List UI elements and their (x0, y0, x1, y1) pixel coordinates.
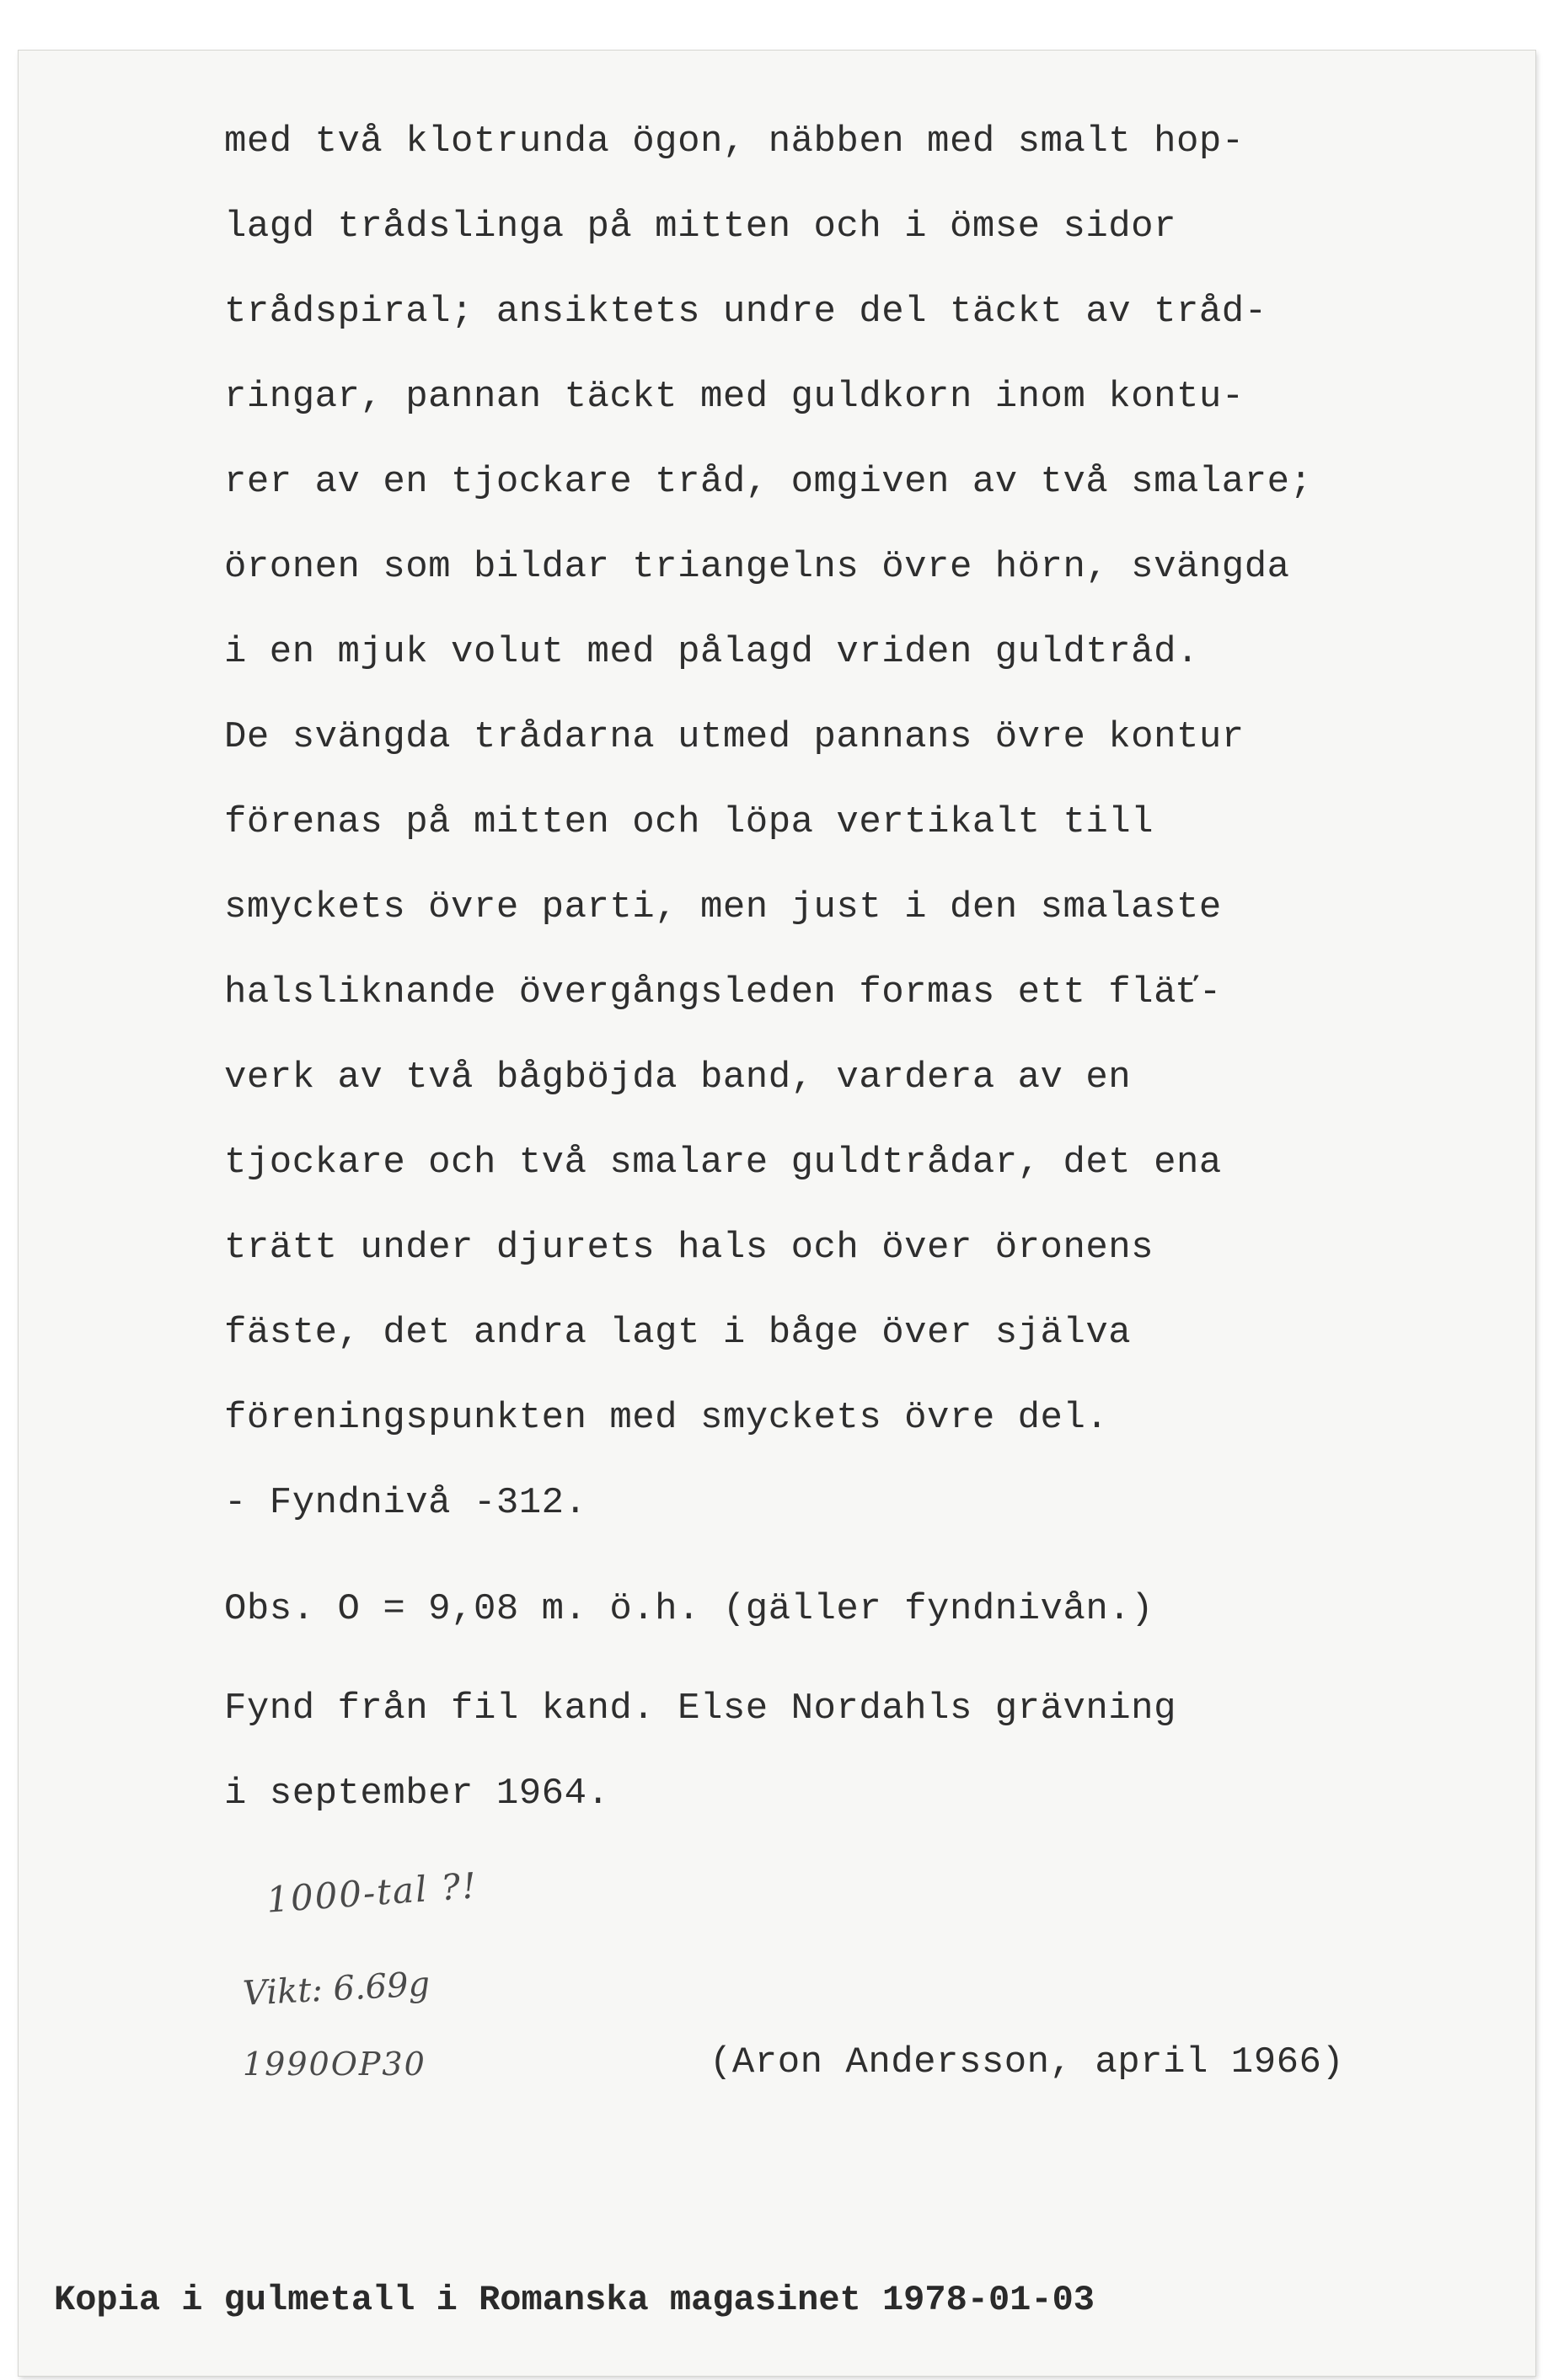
body-line: förenas på mitten och löpa vertikalt till (224, 801, 1154, 843)
handwritten-weight: Vikt: 6.69g (241, 1965, 431, 2014)
author-signature: (Aron Andersson, april 1966) (710, 2041, 1345, 2083)
find-line: Fynd från fil kand. Else Nordahls grävning (224, 1687, 1176, 1730)
find-note (224, 1666, 1176, 1837)
body-line: fäste, det andra lagt i båge över själva (224, 1312, 1132, 1354)
obs-line: Obs. O = 9,08 m. ö.h. (gäller fyndnivån.) (224, 1588, 1154, 1630)
handwritten-note: 1000-tal ?! (265, 1864, 479, 1921)
body-line: smyckets övre parti, men just i den smalaste (224, 886, 1222, 928)
body-text (224, 99, 1539, 1546)
handwritten-catalog-id: 1990OP30 (243, 2046, 426, 2083)
body-line: trådspiral; ansiktets undre del täckt av tråd- (224, 291, 1267, 333)
obs-note (224, 1567, 1154, 1652)
body-line: trätt under djurets hals och över öronens (224, 1227, 1154, 1269)
body-line: med två klotrunda ögon, näbben med smalt hop- (224, 120, 1245, 163)
footer-stamp: Kopia i gulmetall i Romanska magasinet 1978-01-03 (54, 2280, 1095, 2320)
body-line: lagd trådslinga på mitten och i ömse sidor (224, 206, 1176, 248)
body-line: föreningspunkten med smyckets övre del. (224, 1397, 1109, 1439)
body-line: - Fyndnivå -312. (224, 1482, 587, 1524)
body-line: halsliknande övergångsleden formas ett fläť- (224, 971, 1222, 1014)
body-line: verk av två bågböjda band, vardera av en (224, 1056, 1132, 1099)
body-line: i en mjuk volut med pålagd vriden guldtråd. (224, 631, 1199, 673)
body-line: De svängda trådarna utmed pannans övre kontur (224, 716, 1245, 758)
body-line: tjockare och två smalare guldtrådar, det ena (224, 1142, 1222, 1184)
body-line: ringar, pannan täckt med guldkorn inom kontu- (224, 376, 1245, 418)
body-line: öronen som bildar triangelns övre hörn, svängda (224, 546, 1290, 588)
find-line: i september 1964. (224, 1773, 610, 1815)
body-line: rer av en tjockare tråd, omgiven av två smalare; (224, 461, 1313, 503)
